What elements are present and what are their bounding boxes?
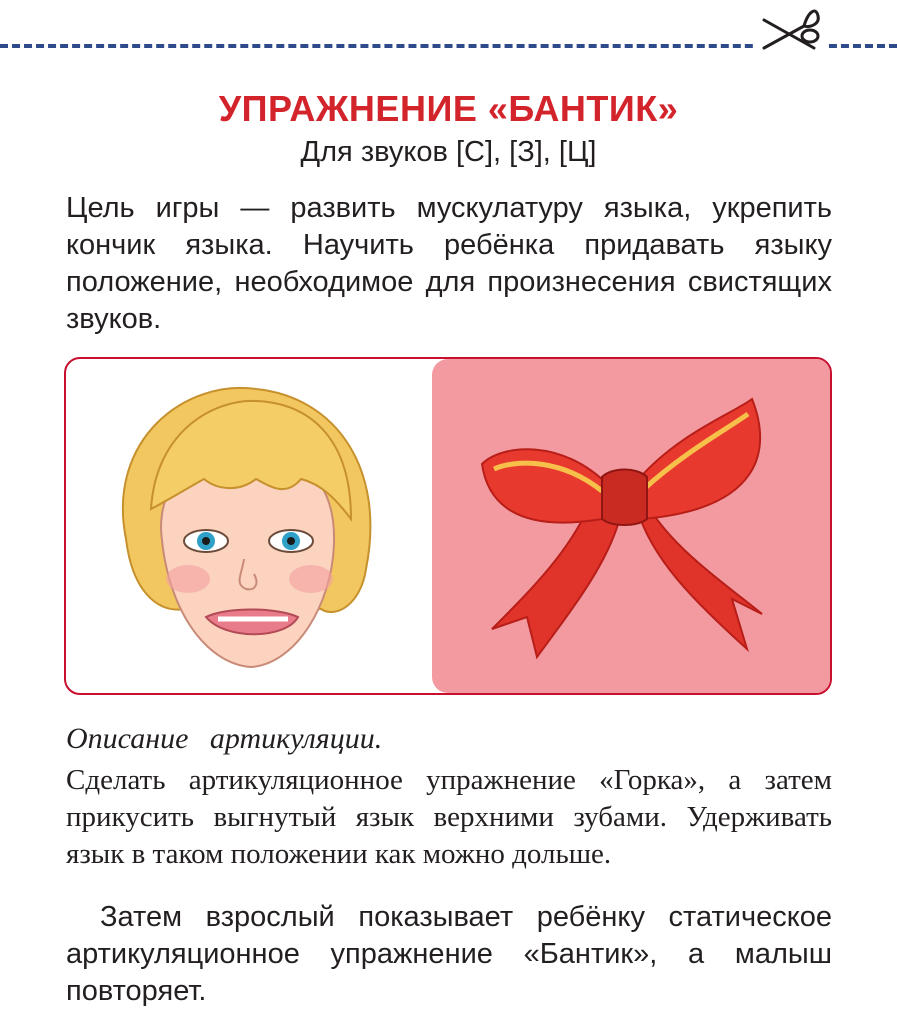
goal-paragraph: Цель игры — развить мускулатуру языка, укрепить кончик языка. Научить ребёнка придавать языку положение, необходимое для произнесения свистящих звуков. bbox=[66, 192, 832, 335]
child-face-illustration bbox=[66, 359, 432, 693]
description-paragraph: Сделать артикуляционное упражнение «Горка», а затем прикусить выгнутый язык верхними зубами. Удерживать язык в таком положении как можно дольше. bbox=[66, 764, 832, 870]
page-title: УПРАЖНЕНИЕ «БАНТИК» bbox=[218, 88, 679, 129]
bow-illustration bbox=[432, 359, 830, 693]
illustration-frame bbox=[64, 357, 832, 695]
description-heading: Описание артикуляции. bbox=[66, 722, 383, 755]
scissors-icon bbox=[756, 4, 826, 54]
page-subtitle: Для звуков [С], [З], [Ц] bbox=[300, 136, 597, 168]
final-paragraph: Затем взрослый показывает ребёнку статическое артикуляционное упражнение «Бантик», а малыш повторяет. bbox=[66, 901, 832, 1007]
